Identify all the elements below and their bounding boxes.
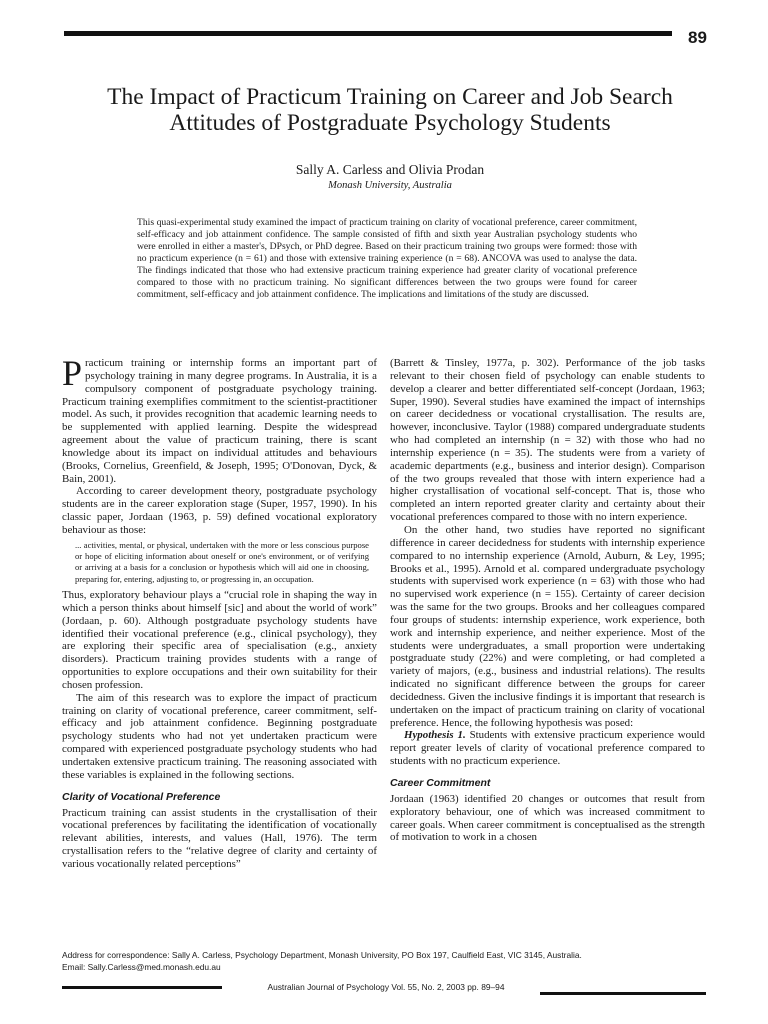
authors: Sally A. Carless and Olivia Prodan	[295, 162, 485, 177]
hypothesis-label: Hypothesis 1.	[404, 729, 466, 742]
intro-text: racticum training or internship forms an important part of psychology training in many degree programs. In Australia, it is a compulsory component of postgraduate psychology training. Practicum training exemplifies commitment to the scientist-practitioner model. As such, it provides recognition that academic learning needs to be supplemented with applied learning. Despite the widespread agreement about the value of practicum training, there is scant knowledge about its impact on individual attitudes and behaviours (Brooks, Cornelius, Greenfield, & Joseph, 1995; O'Donovan, Dyck, & Bain, 2001).	[62, 357, 377, 485]
section-heading: Clarity of Vocational Preference	[62, 790, 221, 803]
paragraph: Practicum training can assist students in the crystallisation of their vocational preferences by facilitating the identification of vocationally relevant abilities, interests, and values (Hall, 1976). The term crystallisation refers to the “relative degree of clarity and certainty of various vocationally related perceptions”	[62, 806, 377, 870]
page-number: 89	[688, 28, 707, 47]
title-line-1: The Impact of Practicum Training on Career and Job Search	[107, 84, 673, 110]
hypothesis	[390, 729, 705, 768]
paragraph: Thus, exploratory behaviour plays a “crucial role in shaping the way in which a person thinks about himself [sic] and about the world of work” (Jordaan, p. 60). Although postgraduate psychology students have identified their vocational preference (e.g., clinical psychology), they are exploring their specific area of specialisation (e.g., anxiety disorders). Practicum training provides students with a range of opportunities to explore occupations and their own suitability for their chosen profession.	[62, 589, 377, 691]
correspondence-email: Email: Sally.Carless@med.monash.edu.au	[62, 961, 221, 972]
block-quote: ... activities, mental, or physical, undertaken with the more or less conscious purpose or hope of eliciting information about oneself or one's environment, or of verifying or arriving at a basis for a conclusion or hypothesis which will aid one in choosing, preparing for, entering, adjusting to, or progressing in, an occupation.	[75, 539, 369, 584]
article-title	[40, 84, 740, 136]
paragraph: On the other hand, two studies have reported no significant difference in career decidedness for students with internship experience compared to no internship experience (Arnold, Auburn, & Ley, 1995; Brooks et al., 1995). Arnold et al. compared undergraduate psychology students with supervised work experience (n = 63) with those who had no supervised work experience (n = 155). Certainty of career decision was the same for the two groups. Brooks and her colleagues compared four groups of students: internship experience, work experience, both work and internship experience, and neither experience. Most of the students were undergraduates, a small proportion were undertaking postgraduate study (22%) and were completing, or had completed a variety of majors, (e.g., business and industrial relations). The results indicated no significant difference between the groups for career decidedness. Given the inclusive findings it is important that research is undertaken on the impact of practicum training on clarity of vocational preference. Hence, the following hypothesis was posed:	[390, 523, 705, 729]
paragraph: The aim of this research was to explore the impact of practicum training on clarity of vocational preference, career commitment, self-efficacy and job attainment confidence. Beginning postgraduate psychology students who had not yet undertaken practicum were compared with experienced postgraduate psychology students who had undertaken extensive practicum training. The reasoning associated with these variables is explained in the following sections.	[62, 691, 377, 781]
correspondence	[62, 950, 722, 973]
paragraph: According to career development theory, postgraduate psychology students are in the career exploration stage (Super, 1957, 1990). In his classic paper, Jordaan (1963, p. 59) defined vocational exploratory behaviour as those:	[62, 485, 377, 536]
section-heading: Career Commitment	[390, 777, 491, 789]
footer-rule-right	[540, 992, 706, 995]
footer-rule-left	[62, 986, 222, 989]
paragraph: (Barrett & Tinsley, 1977a, p. 302). Performance of the job tasks relevant to their chosen field of psychology can enable students to develop a clearer and better differentiated self-concept (Jordaan, 1963; Super, 1990). Several studies have examined the impact of internships on career decidedness or vocational crystallisation. The results are, however, inconclusive. Taylor (1988) compared undergraduate students who had completed an internship (n = 32) with those who had no internship experience (n = 35). The students were from a variety of academic departments (e.g., business and interior design). Comparison of the two groups revealed that those with intern experience had a higher crystallisation of vocational self-concept. That is, those who completed an intern reported greater clarity and certainty about their vocational preferences compared to those with no intern experience.	[390, 357, 705, 524]
correspondence-address: Address for correspondence: Sally A. Carless, Psychology Department, Monash University, PO Box 197, Caulfield East, VIC 3145, Australia.	[62, 950, 582, 960]
journal-citation: Australian Journal of Psychology Vol. 55, No. 2, 2003 pp. 89–94	[267, 982, 505, 992]
top-rule	[64, 31, 672, 36]
intro-paragraph	[62, 353, 377, 485]
title-line-2: Attitudes of Postgraduate Psychology Students	[169, 110, 611, 136]
affiliation: Monash University, Australia	[328, 180, 452, 191]
left-column	[62, 353, 377, 871]
right-column	[390, 357, 705, 844]
hypothesis-text: Students with extensive practicum experience would report greater levels of clarity of vocational preference compared to students with no practicum experience.	[390, 729, 705, 768]
drop-cap: P	[62, 353, 83, 393]
paragraph: Jordaan (1963) identified 20 changes or outcomes that result from exploratory behaviour, one of which was increased commitment to career goals. When career commitment is conceptualised as the strength of motivation to work in a chosen	[390, 792, 705, 844]
abstract: This quasi-experimental study examined the impact of practicum training on clarity of vocational preference, career commitment, self-efficacy and job attainment confidence. The sample consisted of fifth and sixth year Australian psychology students who were enrolled in either a master's, DPsych, or PhD degree. Based on their practicum training two groups were formed: those with no practicum experience (n = 61) and those with extensive training experience (n = 68). ANCOVA was used to analyse the data. The findings indicated that those who had extensive practicum training experience had greater clarity of vocational preference compared to those with no practicum training. No significant differences between the two groups were found for career commitment, self-efficacy and job attainment confidence. The implications and limitations of the study are discussed.	[137, 217, 637, 300]
